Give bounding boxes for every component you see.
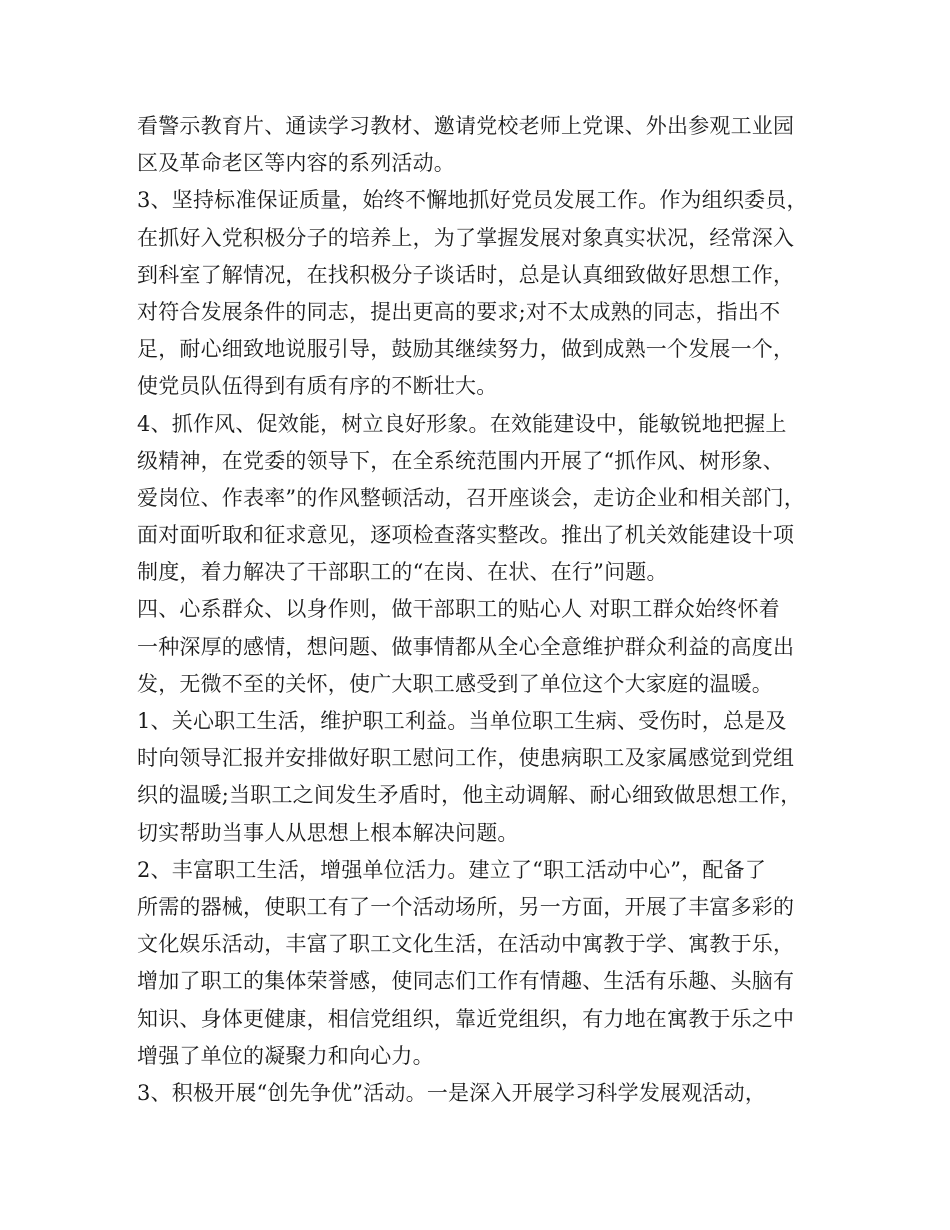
text-line: 切实帮助当事人从思想上根本解决问题。 — [137, 820, 519, 845]
text-line: 到科室了解情况，在找积极分子谈话时，总是认真细致做好思想工作， — [137, 262, 795, 287]
text-line: 所需的器械，使职工有了一个活动场所，另一方面，开展了丰富多彩的 — [137, 894, 795, 919]
text-line: 3、坚持标准保证质量，始终不懈地抓好党员发展工作。作为组织委员， — [137, 188, 808, 213]
text-line: 看警示教育片、通读学习教材、邀请党校老师上党课、外出参观工业园 — [137, 114, 795, 138]
text-line: 时向领导汇报并安排做好职工慰问工作，使患病职工及家属感觉到党组 — [137, 746, 795, 771]
text-line: 爱岗位、作表率”的作风整顿活动，召开座谈会，走访企业和相关部门， — [137, 485, 806, 510]
text-line: 使党员队伍得到有质有序的不断壮大。 — [137, 374, 498, 399]
text-line: 级精神，在党委的领导下，在全系统范围内开展了“抓作风、树形象、 — [137, 448, 784, 473]
text-line: 文化娱乐活动，丰富了职工文化生活，在活动中寓教于学、寓教于乐， — [137, 932, 795, 957]
text-line: 在抓好入党积极分子的培养上，为了掌握发展对象真实状况，经常深入 — [137, 225, 795, 250]
text-line: 4、抓作风、促效能，树立良好形象。在效能建设中，能敏锐地把握上 — [137, 411, 787, 436]
text-line: 区及革命老区等内容的系列活动。 — [137, 151, 455, 176]
text-line: 3、积极开展“创先争优”活动。一是深入开展学习科学发展观活动， — [137, 1080, 767, 1105]
document-body — [137, 108, 837, 1112]
text-line: 知识、身体更健康，相信党组织，靠近党组织，有力地在寓教于乐之中 — [137, 1006, 795, 1031]
text-line: 发，无微不至的关怀，使广大职工感受到了单位这个大家庭的温暖。 — [137, 671, 773, 696]
text-line: 织的温暖;当职工之间发生矛盾时，他主动调解、耐心细致做思想工作， — [137, 783, 802, 808]
text-line: 增加了职工的集体荣誉感，使同志们工作有情趣、生活有乐趣、头脑有 — [137, 969, 795, 994]
text-line: 足，耐心细致地说服引导，鼓励其继续努力，做到成熟一个发展一个， — [137, 337, 795, 362]
text-line: 制度，着力解决了干部职工的“在岗、在状、在行”问题。 — [137, 560, 668, 585]
text-line: 1、关心职工生活，维护职工利益。当单位职工生病、受伤时，总是及 — [137, 709, 787, 733]
text-line: 一种深厚的感情，想问题、做事情都从全心全意维护群众利益的高度出 — [137, 634, 795, 659]
text-line: 2、丰富职工生活，增强单位活力。建立了“职工活动中心”，配备了 — [137, 857, 767, 882]
text-line: 增强了单位的凝聚力和向心力。 — [137, 1043, 434, 1068]
text-line: 对符合发展条件的同志，提出更高的要求;对不太成熟的同志，指出不 — [137, 299, 781, 324]
text-line: 面对面听取和征求意见，逐项检查落实整改。推出了机关效能建设十项 — [137, 523, 795, 548]
text-line: 四、心系群众、以身作则，做干部职工的贴心人 对职工群众始终怀着 — [137, 597, 780, 622]
